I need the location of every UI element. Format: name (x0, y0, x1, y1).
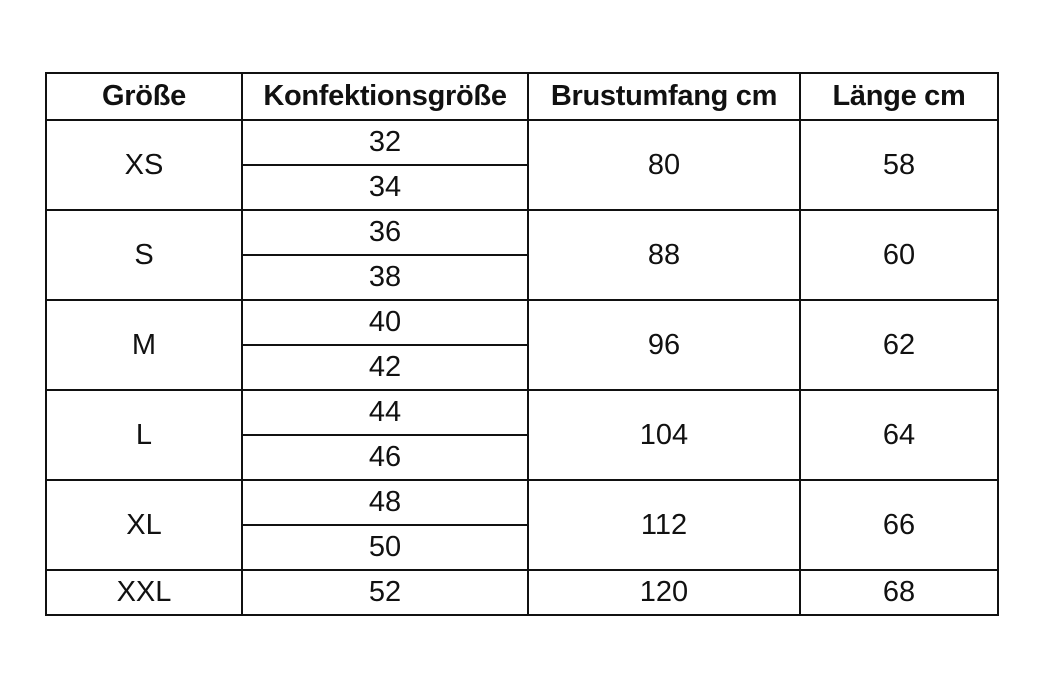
table-row (46, 300, 998, 345)
konfektion-cell: 34 (242, 165, 528, 210)
konfektion-cell: 38 (242, 255, 528, 300)
table-header (46, 73, 998, 120)
size-cell: XL (46, 480, 242, 570)
header-groesse: Größe (46, 73, 242, 120)
konfektion-cell: 44 (242, 390, 528, 435)
brust-cell: 80 (528, 120, 800, 210)
size-cell: S (46, 210, 242, 300)
konfektion-cell: 42 (242, 345, 528, 390)
laenge-cell: 68 (800, 570, 998, 615)
konfektion-cell: 46 (242, 435, 528, 480)
size-cell: M (46, 300, 242, 390)
brust-cell: 88 (528, 210, 800, 300)
konfektion-cell: 32 (242, 120, 528, 165)
size-cell: XS (46, 120, 242, 210)
size-chart-table (45, 72, 999, 616)
brust-cell: 96 (528, 300, 800, 390)
konfektion-cell: 52 (242, 570, 528, 615)
konfektion-cell: 36 (242, 210, 528, 255)
table-row (46, 390, 998, 435)
header-laenge: Länge cm (800, 73, 998, 120)
laenge-cell: 66 (800, 480, 998, 570)
table-row (46, 120, 998, 165)
table-body (46, 120, 998, 615)
brust-cell: 120 (528, 570, 800, 615)
laenge-cell: 62 (800, 300, 998, 390)
laenge-cell: 60 (800, 210, 998, 300)
brust-cell: 104 (528, 390, 800, 480)
size-cell: L (46, 390, 242, 480)
size-cell: XXL (46, 570, 242, 615)
laenge-cell: 58 (800, 120, 998, 210)
table-row (46, 570, 998, 615)
table-row (46, 480, 998, 525)
konfektion-cell: 50 (242, 525, 528, 570)
header-brustumfang: Brustumfang cm (528, 73, 800, 120)
header-row (46, 73, 998, 120)
konfektion-cell: 48 (242, 480, 528, 525)
header-konfektionsgroesse: Konfektionsgröße (242, 73, 528, 120)
konfektion-cell: 40 (242, 300, 528, 345)
brust-cell: 112 (528, 480, 800, 570)
laenge-cell: 64 (800, 390, 998, 480)
table-row (46, 210, 998, 255)
